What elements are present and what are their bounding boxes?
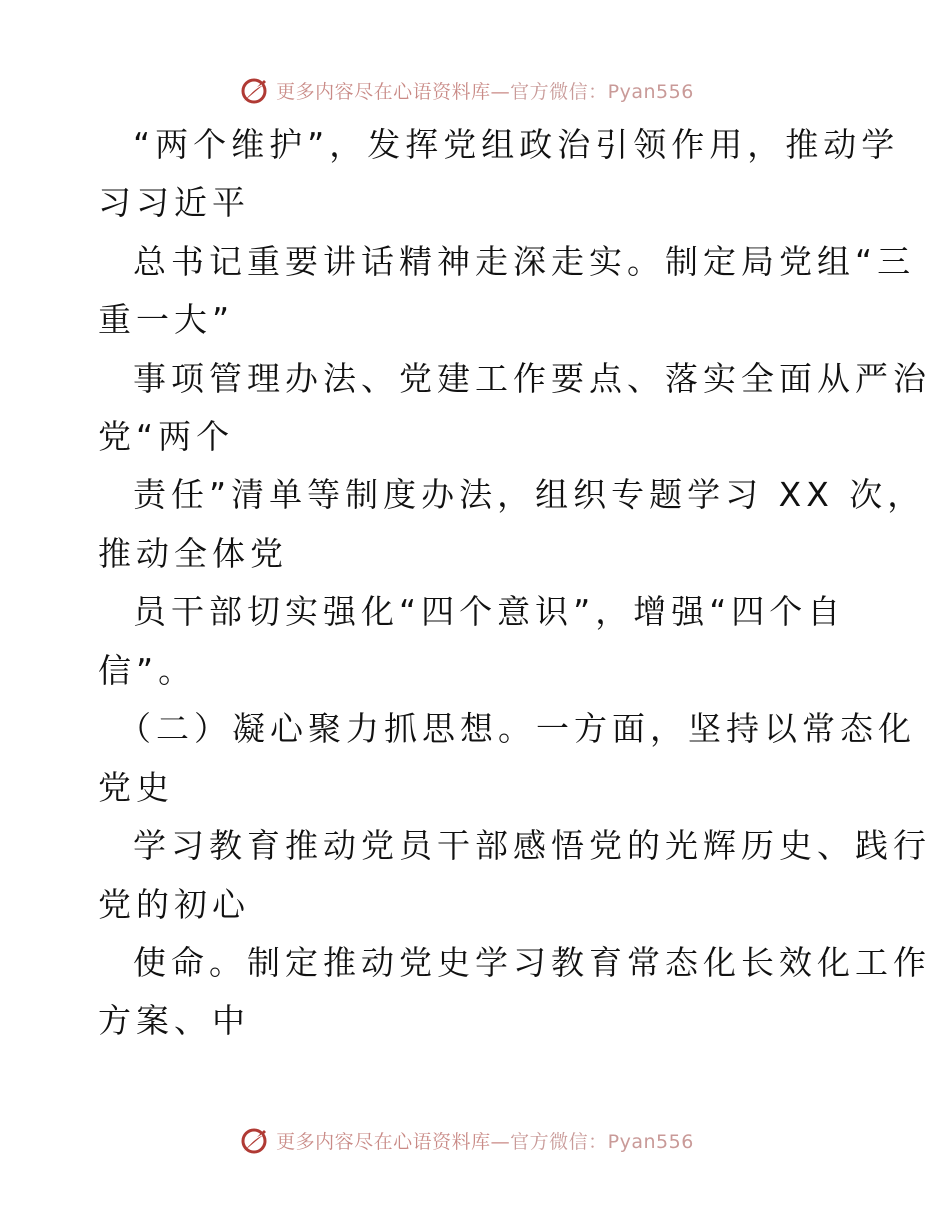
text-line: 习习近平 xyxy=(98,183,250,222)
text-line: 事项管理办法、党建工作要点、落实全面从严治 xyxy=(133,359,931,398)
header-watermark xyxy=(0,70,950,110)
text-line: 责任”清单等制度办法，组织专题学习 XX 次， xyxy=(133,475,926,514)
watermark-group xyxy=(240,1125,694,1155)
text-line: 员干部切实强化“四个意识”，增强“四个自 xyxy=(133,592,846,631)
watermark-site-text: 更多内容尽在心语资料库— xyxy=(276,1130,511,1153)
watermark-text xyxy=(276,77,694,104)
watermark-wechat-text: 官方微信：Pyan556 xyxy=(510,80,694,103)
quill-logo-icon xyxy=(240,1125,270,1155)
text-line: 使命。制定推动党史学习教育常态化长效化工作 xyxy=(133,943,931,982)
text-line: 党史 xyxy=(98,768,174,807)
quill-logo-icon xyxy=(240,75,270,105)
text-line: 重一大” xyxy=(98,300,235,339)
text-line: 党的初心 xyxy=(98,885,250,924)
text-line: 信”。 xyxy=(98,651,197,690)
text-line: “两个维护”，发挥党组政治引领作用，推动学 xyxy=(133,125,900,164)
text-line: 推动全体党 xyxy=(98,534,288,573)
watermark-group xyxy=(240,75,694,105)
text-line: 党“两个 xyxy=(98,417,235,456)
text-line: 总书记重要讲话精神走深走实。制定局党组“三 xyxy=(133,242,916,281)
text-line: 方案、中 xyxy=(98,1001,250,1040)
watermark-text xyxy=(276,1127,694,1154)
footer-watermark xyxy=(0,1120,950,1160)
watermark-wechat-text: 官方微信：Pyan556 xyxy=(510,1130,694,1153)
text-line: 学习教育推动党员干部感悟党的光辉历史、践行 xyxy=(133,826,931,865)
watermark-site-text: 更多内容尽在心语资料库— xyxy=(276,80,511,103)
text-line: （二）凝心聚力抓思想。一方面，坚持以常态化 xyxy=(118,709,916,748)
